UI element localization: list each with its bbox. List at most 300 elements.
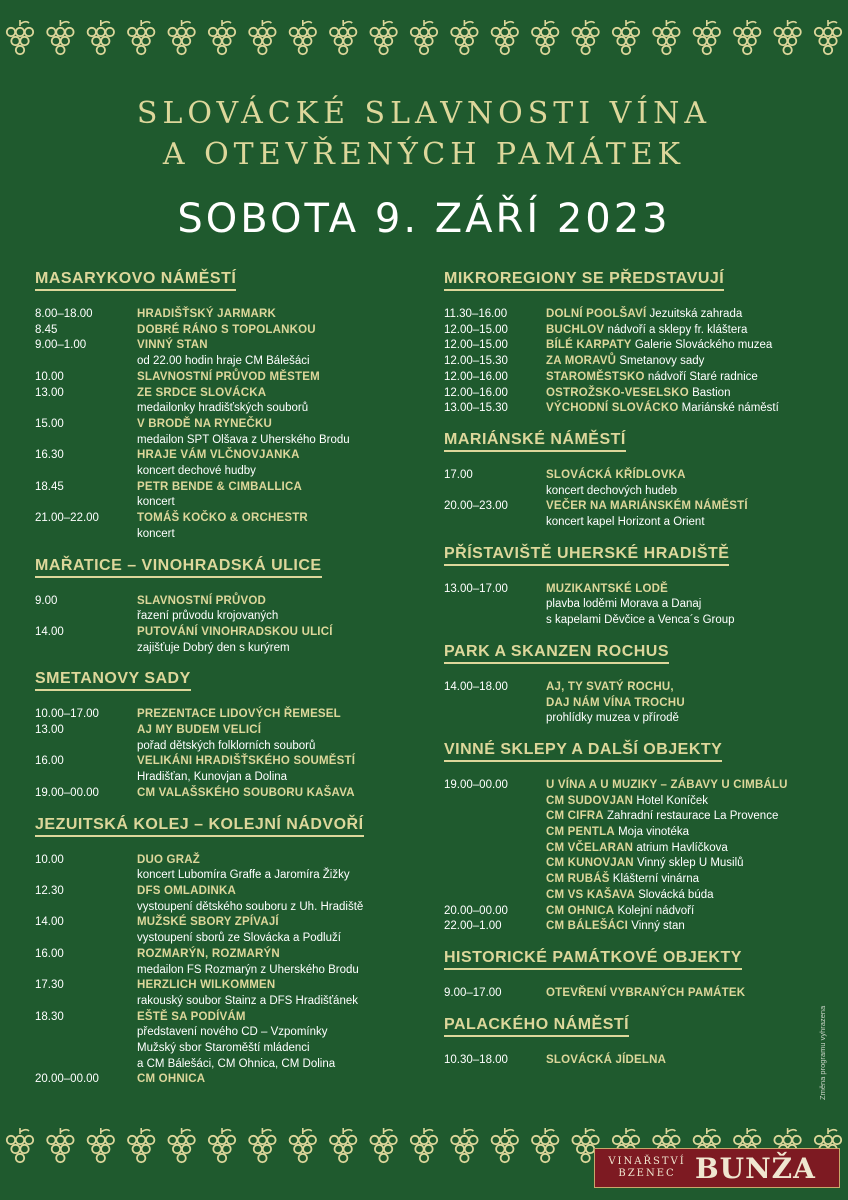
- event-description: [137, 1057, 425, 1073]
- schedule-row: [35, 963, 425, 979]
- event-title: PREZENTACE LIDOVÝCH ŘEMESEL: [137, 708, 341, 721]
- event-description: [137, 884, 425, 900]
- event-title: ROZMARÝN, ROZMARÝN: [137, 947, 280, 960]
- event-title: BUCHLOV: [546, 323, 605, 336]
- event-time: 10.30–18.00: [444, 1053, 508, 1066]
- event-time: [444, 888, 546, 904]
- schedule-row: [444, 680, 834, 696]
- event-title: DOBRÉ RÁNO S TOPOLANKOU: [137, 323, 316, 336]
- section-heading: PŘÍSTAVIŠTĚ UHERSKÉ HRADIŠTĚ: [444, 545, 729, 566]
- event-time: [35, 900, 137, 916]
- event-description: [546, 888, 834, 904]
- program-column-right: [444, 270, 834, 1082]
- schedule-row: [444, 778, 834, 794]
- schedule-row: [35, 931, 425, 947]
- event-note: Bastion: [688, 386, 731, 399]
- event-time: 9.00–17.00: [444, 986, 502, 999]
- event-time: [35, 495, 137, 511]
- event-time: [444, 515, 546, 531]
- schedule-row: [35, 754, 425, 770]
- event-description: [137, 739, 425, 755]
- event-title: OSTROŽSKO-VESELSKO: [546, 386, 689, 399]
- schedule-row: [444, 888, 834, 904]
- schedule-row: [35, 1072, 425, 1088]
- event-description: [546, 825, 834, 841]
- event-description: [137, 963, 425, 979]
- event-note: plavba loděmi Morava a Danaj: [546, 598, 702, 611]
- event-title: MUZIKANTSKÉ LODĚ: [546, 582, 669, 595]
- event-title: EŠTĚ SA PODÍVÁM: [137, 1010, 246, 1023]
- event-note: Vinný sklep U Musilů: [633, 857, 744, 870]
- event-time: 10.00: [35, 370, 64, 383]
- event-time: 20.00–00.00: [35, 1073, 99, 1086]
- event-description: [137, 401, 425, 417]
- event-title: SLOVÁCKÁ JÍDELNA: [546, 1053, 667, 1066]
- logo-line-2: BZENEC: [618, 1168, 676, 1179]
- event-time: [444, 841, 546, 857]
- logo-line-1: VINAŘSTVÍ: [608, 1156, 686, 1167]
- event-title: CM CIFRA: [546, 810, 604, 823]
- grape-cluster-icon: [128, 20, 154, 54]
- schedule-row: [444, 468, 834, 484]
- schedule-row: [35, 947, 425, 963]
- event-time: 18.30: [35, 1010, 64, 1023]
- event-note: s kapelami Děvčice a Venca´s Group: [546, 614, 735, 627]
- event-note: Jezuitská zahrada: [646, 308, 743, 320]
- schedule-row: [35, 770, 425, 786]
- section-heading: HISTORICKÉ PAMÁTKOVÉ OBJEKTY: [444, 949, 742, 970]
- event-description: [137, 370, 425, 386]
- event-time: 19.00–00.00: [444, 778, 508, 791]
- event-note: vystoupení dětského souboru z Uh. Hradiště: [137, 900, 364, 913]
- event-time: 9.00–1.00: [35, 339, 87, 352]
- grape-border-top: [0, 14, 848, 74]
- grape-cluster-icon: [7, 1128, 33, 1162]
- grape-cluster-icon: [209, 1128, 235, 1162]
- event-note: nádvoří Staré radnice: [644, 370, 758, 383]
- event-description: [546, 307, 834, 323]
- schedule-row: [35, 1041, 425, 1057]
- event-time: 12.00–16.00: [444, 370, 508, 383]
- event-note: od 22.00 hodin hraje CM Bálešáci: [137, 355, 310, 368]
- event-time: [444, 794, 546, 810]
- grape-cluster-icon: [128, 1128, 154, 1162]
- grape-cluster-icon: [613, 20, 639, 54]
- event-note: Mužský sbor Staroměští mládenci: [137, 1042, 310, 1055]
- event-note: a CM Bálešáci, CM Ohnica, CM Dolina: [137, 1057, 336, 1070]
- event-note: Klášterní vinárna: [609, 873, 700, 886]
- event-description: [137, 511, 425, 527]
- event-note: Smetanovy sady: [616, 355, 705, 368]
- schedule-row: [35, 1057, 425, 1073]
- event-time: 12.30: [35, 884, 64, 897]
- logo-name: BUNŽA: [695, 1151, 816, 1185]
- grape-cluster-icon: [532, 20, 558, 54]
- schedule-row: [444, 354, 834, 370]
- program-section: [35, 270, 425, 543]
- event-description: [546, 484, 834, 500]
- event-time: [35, 931, 137, 947]
- schedule-row: [35, 786, 425, 802]
- event-title: CM OHNICA: [137, 1073, 206, 1086]
- event-time: [35, 963, 137, 979]
- schedule-row: [444, 338, 834, 354]
- event-time: 13.00: [35, 386, 64, 399]
- winery-logo: [594, 1148, 840, 1188]
- event-note: Hotel Koníček: [633, 794, 708, 807]
- event-title: CM BÁLEŠÁCI: [546, 920, 629, 933]
- event-time: [35, 1041, 137, 1057]
- event-time: [444, 856, 546, 872]
- event-description: [546, 613, 834, 629]
- grape-cluster-icon: [290, 1128, 316, 1162]
- schedule-row: [35, 625, 425, 641]
- event-title: TOMÁŠ KOČKO & ORCHESTR: [137, 512, 308, 525]
- program-section: [444, 431, 834, 531]
- event-note: řazení průvodu krojovaných: [137, 610, 279, 623]
- event-note: Mariánské náměstí: [678, 402, 779, 415]
- program-section: [444, 270, 834, 417]
- event-description: [137, 448, 425, 464]
- schedule-row: [35, 495, 425, 511]
- event-description: [137, 354, 425, 370]
- event-time: [444, 825, 546, 841]
- event-note: atrium Havlíčkova: [633, 841, 728, 854]
- schedule-row: [444, 484, 834, 500]
- program-section: [35, 816, 425, 1089]
- event-note: koncert: [137, 527, 175, 540]
- grape-cluster-icon: [88, 20, 114, 54]
- event-time: 9.00: [35, 594, 58, 607]
- event-title: CM VALAŠSKÉHO SOUBORU KAŠAVA: [137, 786, 355, 799]
- event-title: DAJ NÁM VÍNA TROCHU: [546, 696, 685, 709]
- event-title: DOLNÍ POOLŠAVÍ: [546, 308, 647, 320]
- schedule-row: [444, 696, 834, 712]
- schedule-row: [444, 582, 834, 598]
- grape-cluster-icon: [47, 1128, 73, 1162]
- event-time: [35, 770, 137, 786]
- event-note: koncert dechových hudeb: [546, 484, 678, 497]
- event-description: [137, 480, 425, 496]
- section-heading: VINNÉ SKLEPY A DALŠÍ OBJEKTY: [444, 741, 722, 762]
- event-description: [137, 1041, 425, 1057]
- event-title: BÍLÉ KARPATY: [546, 339, 632, 352]
- schedule-row: [444, 872, 834, 888]
- event-time: 20.00–23.00: [444, 500, 508, 513]
- grape-cluster-icon: [249, 1128, 275, 1162]
- event-description: [137, 947, 425, 963]
- grape-cluster-icon: [572, 20, 598, 54]
- event-description: [546, 856, 834, 872]
- event-title: SLAVNOSTNÍ PRŮVOD MĚSTEM: [137, 370, 320, 383]
- section-heading: MIKROREGIONY SE PŘEDSTAVUJÍ: [444, 270, 724, 291]
- event-time: [35, 739, 137, 755]
- program-section: [444, 643, 834, 727]
- event-description: [546, 919, 834, 935]
- event-title: CM OHNICA: [546, 904, 615, 917]
- event-description: [546, 1053, 834, 1069]
- schedule-row: [35, 527, 425, 543]
- event-description: [137, 1010, 425, 1026]
- grape-cluster-icon: [694, 20, 720, 54]
- grape-cluster-icon: [370, 20, 396, 54]
- grape-cluster-icon: [47, 20, 73, 54]
- event-time: 13.00: [35, 724, 64, 737]
- event-note: Kolejní nádvoří: [614, 904, 695, 917]
- event-note: zajišťuje Dobrý den s kurýrem: [137, 641, 290, 654]
- event-title: AJ, TY SVATÝ ROCHU,: [546, 680, 674, 693]
- grape-cluster-icon: [370, 1128, 396, 1162]
- event-description: [546, 809, 834, 825]
- event-description: [137, 594, 425, 610]
- schedule-row: [444, 323, 834, 339]
- grape-cluster-icon: [168, 1128, 194, 1162]
- event-time: 12.00–15.00: [444, 339, 508, 352]
- schedule-row: [444, 401, 834, 417]
- grape-cluster-icon: [532, 1128, 558, 1162]
- event-description: [546, 778, 834, 794]
- event-time: 15.00: [35, 417, 64, 430]
- schedule-row: [35, 1010, 425, 1026]
- event-time: 16.00: [35, 755, 64, 768]
- schedule-row: [35, 386, 425, 402]
- event-description: [137, 786, 425, 802]
- event-description: [546, 986, 834, 1002]
- event-description: [137, 900, 425, 916]
- event-description: [546, 582, 834, 598]
- grape-cluster-icon: [411, 1128, 437, 1162]
- schedule-row: [35, 448, 425, 464]
- logo-subtitle: [603, 1156, 691, 1180]
- event-time: [35, 527, 137, 543]
- event-note: prohlídky muzea v přírodě: [546, 712, 679, 725]
- event-note: nádvoří a sklepy fr. kláštera: [604, 323, 748, 336]
- program-column-left: [35, 270, 425, 1102]
- event-time: 20.00–00.00: [444, 904, 508, 917]
- event-title: CM PENTLA: [546, 826, 615, 839]
- event-note: medailon FS Rozmarýn z Uherského Brodu: [137, 963, 359, 976]
- event-description: [546, 370, 834, 386]
- event-title: CM VČELARAN: [546, 841, 634, 854]
- event-title: VINNÝ STAN: [137, 339, 208, 352]
- event-description: [137, 433, 425, 449]
- event-description: [546, 354, 834, 370]
- schedule-row: [35, 307, 425, 323]
- schedule-row: [444, 499, 834, 515]
- section-heading: JEZUITSKÁ KOLEJ – KOLEJNÍ NÁDVOŘÍ: [35, 816, 364, 837]
- grape-cluster-icon: [411, 20, 437, 54]
- schedule-row: [35, 594, 425, 610]
- section-heading: MAŘATICE – VINOHRADSKÁ ULICE: [35, 557, 322, 578]
- event-note: koncert Lubomíra Graffe a Jaromíra Žižky: [137, 869, 350, 882]
- schedule-row: [35, 900, 425, 916]
- schedule-row: [35, 370, 425, 386]
- schedule-row: [35, 707, 425, 723]
- schedule-row: [444, 386, 834, 402]
- event-note: koncert: [137, 496, 175, 509]
- event-title: U VÍNA A U MUZIKY – ZÁBAVY U CIMBÁLU: [546, 778, 788, 791]
- event-description: [137, 868, 425, 884]
- event-time: [444, 484, 546, 500]
- event-description: [137, 915, 425, 931]
- event-description: [546, 468, 834, 484]
- grape-cluster-icon: [290, 20, 316, 54]
- event-time: 18.45: [35, 480, 64, 493]
- grape-cluster-icon: [774, 20, 800, 54]
- schedule-row: [444, 856, 834, 872]
- schedule-row: [35, 641, 425, 657]
- event-note: pořad dětských folklorních souborů: [137, 739, 316, 752]
- event-note: Slovácká búda: [634, 888, 714, 901]
- schedule-row: [35, 884, 425, 900]
- event-time: [444, 809, 546, 825]
- event-description: [546, 323, 834, 339]
- event-title: SLOVÁCKÁ KŘÍDLOVKA: [546, 468, 686, 481]
- schedule-row: [35, 511, 425, 527]
- schedule-row: [444, 809, 834, 825]
- event-title: VELIKÁNI HRADIŠŤSKÉHO SOUMĚSTÍ: [137, 755, 356, 768]
- program-section: [35, 670, 425, 801]
- event-title: CM KUNOVJAN: [546, 857, 634, 870]
- program-section: [444, 1016, 834, 1069]
- program-section: [444, 741, 834, 935]
- event-description: [137, 323, 425, 339]
- event-description: [137, 978, 425, 994]
- event-title: PUTOVÁNÍ VINOHRADSKOU ULICÍ: [137, 625, 333, 638]
- event-title: OTEVŘENÍ VYBRANÝCH PAMÁTEK: [546, 986, 746, 999]
- schedule-row: [444, 711, 834, 727]
- event-title: AJ MY BUDEM VELICÍ: [137, 724, 262, 737]
- event-title: ZA MORAVŮ: [546, 355, 617, 368]
- event-time: [35, 1025, 137, 1041]
- event-title: V BRODĚ NA RYNEČKU: [137, 417, 273, 430]
- schedule-row: [444, 841, 834, 857]
- event-note: vystoupení sborů ze Slovácka a Podluží: [137, 932, 341, 945]
- event-description: [137, 417, 425, 433]
- program-change-note: Změna programu vyhrazena: [818, 1005, 827, 1100]
- event-title: HRAJE VÁM VLČNOVJANKA: [137, 449, 300, 462]
- section-heading: SMETANOVY SADY: [35, 670, 191, 691]
- event-time: 12.00–15.00: [444, 323, 508, 336]
- event-title: MUŽSKÉ SBORY ZPÍVAJÍ: [137, 916, 279, 929]
- schedule-row: [35, 739, 425, 755]
- event-description: [546, 401, 834, 417]
- event-description: [137, 1025, 425, 1041]
- event-description: [137, 1072, 425, 1088]
- event-title: HRADIŠŤSKÝ JARMARK: [137, 308, 277, 320]
- grape-cluster-icon: [7, 20, 33, 54]
- event-description: [137, 527, 425, 543]
- event-time: 14.00: [35, 916, 64, 929]
- event-description: [546, 338, 834, 354]
- event-time: [35, 994, 137, 1010]
- schedule-row: [35, 480, 425, 496]
- event-time: [35, 609, 137, 625]
- event-time: [35, 464, 137, 480]
- event-time: [444, 613, 546, 629]
- event-date: SOBOTA 9. ZÁŘÍ 2023: [177, 196, 671, 242]
- event-description: [546, 872, 834, 888]
- event-description: [546, 597, 834, 613]
- event-description: [546, 680, 834, 696]
- event-time: [35, 1057, 137, 1073]
- schedule-row: [444, 904, 834, 920]
- event-description: [546, 386, 834, 402]
- event-time: [35, 401, 137, 417]
- title-line-2: A OTEVŘENÝCH PAMÁTEK: [162, 137, 686, 172]
- grape-cluster-icon: [492, 20, 518, 54]
- program-section: [444, 545, 834, 629]
- event-note: medailon SPT Olšava z Uherského Brodu: [137, 433, 350, 446]
- title-line-1: SLOVÁCKÉ SLAVNOSTI VÍNA: [136, 96, 712, 131]
- section-heading: MASARYKOVO NÁMĚSTÍ: [35, 270, 236, 291]
- grape-cluster-icon: [209, 20, 235, 54]
- schedule-row: [444, 1053, 834, 1069]
- grape-cluster-icon: [492, 1128, 518, 1162]
- event-time: [35, 641, 137, 657]
- event-note: Moja vinotéka: [614, 826, 690, 839]
- schedule-row: [35, 994, 425, 1010]
- event-title: DFS OMLADINKA: [137, 884, 237, 897]
- schedule-row: [444, 794, 834, 810]
- event-time: 22.00–1.00: [444, 920, 502, 933]
- schedule-row: [35, 417, 425, 433]
- event-description: [137, 641, 425, 657]
- schedule-row: [35, 915, 425, 931]
- schedule-row: [35, 401, 425, 417]
- schedule-row: [35, 978, 425, 994]
- event-time: [35, 868, 137, 884]
- schedule-row: [35, 609, 425, 625]
- schedule-row: [444, 370, 834, 386]
- event-note: rakouský soubor Stainz a DFS Hradišťánek: [137, 994, 358, 1007]
- section-heading: PARK A SKANZEN ROCHUS: [444, 643, 669, 664]
- event-description: [546, 515, 834, 531]
- grape-cluster-icon: [88, 1128, 114, 1162]
- event-description: [137, 307, 425, 323]
- event-note: koncert dechové hudby: [137, 465, 256, 478]
- event-time: [444, 711, 546, 727]
- schedule-row: [35, 1025, 425, 1041]
- event-note: Zahradní restaurace La Provence: [603, 810, 779, 823]
- schedule-row: [35, 853, 425, 869]
- event-note: představení nového CD – Vzpomínky: [137, 1026, 328, 1039]
- event-time: 16.30: [35, 449, 64, 462]
- schedule-row: [35, 723, 425, 739]
- schedule-row: [444, 919, 834, 935]
- event-time: 12.00–15.30: [444, 355, 508, 368]
- grape-cluster-icon: [249, 20, 275, 54]
- event-time: 8.00–18.00: [35, 308, 93, 320]
- grape-cluster-icon: [330, 20, 356, 54]
- event-description: [137, 495, 425, 511]
- event-time: 19.00–00.00: [35, 786, 99, 799]
- event-time: [35, 354, 137, 370]
- grape-cluster-icon: [451, 1128, 477, 1162]
- event-note: Hradišťan, Kunovjan a Dolina: [137, 771, 288, 784]
- schedule-row: [35, 338, 425, 354]
- schedule-row: [35, 433, 425, 449]
- event-note: Galerie Slováckého muzea: [631, 339, 773, 352]
- event-title: PETR BENDE & CIMBALLICA: [137, 480, 302, 493]
- event-time: [444, 696, 546, 712]
- event-time: 14.00: [35, 625, 64, 638]
- schedule-row: [444, 986, 834, 1002]
- event-time: 16.00: [35, 947, 64, 960]
- event-description: [546, 841, 834, 857]
- event-description: [137, 723, 425, 739]
- event-time: 13.00–15.30: [444, 402, 508, 415]
